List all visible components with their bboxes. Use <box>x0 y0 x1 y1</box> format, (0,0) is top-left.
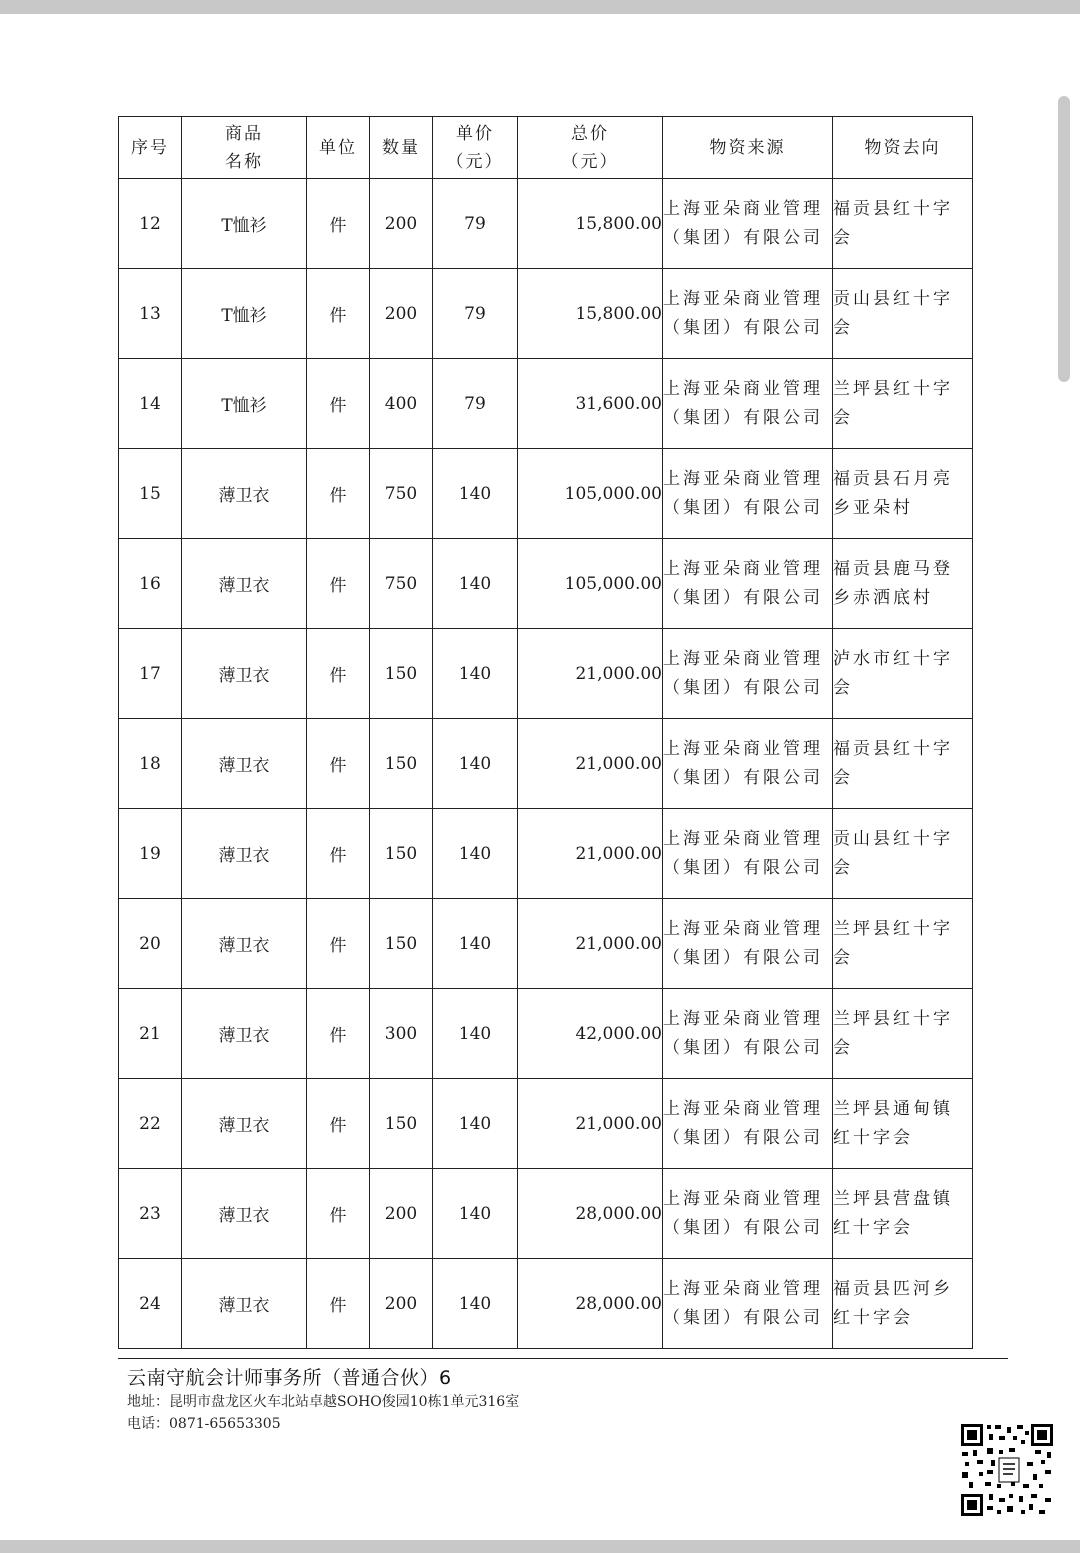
cell-total: 31,600.00 <box>518 359 663 449</box>
cell-total: 42,000.00 <box>518 989 663 1079</box>
table-row <box>119 629 973 719</box>
cell-destination: 兰坪县营盘镇红十字会 <box>833 1169 973 1259</box>
table-row <box>119 809 973 899</box>
cell-name: 薄卫衣 <box>182 809 307 899</box>
cell-no: 24 <box>119 1259 182 1349</box>
cell-total: 21,000.00 <box>518 719 663 809</box>
cell-source: 上海亚朵商业管理（集团）有限公司 <box>663 719 833 809</box>
cell-name: 薄卫衣 <box>182 719 307 809</box>
table-row <box>119 269 973 359</box>
cell-qty: 150 <box>370 1079 433 1169</box>
cell-source: 上海亚朵商业管理（集团）有限公司 <box>663 359 833 449</box>
cell-price: 140 <box>433 809 518 899</box>
cell-price: 140 <box>433 1079 518 1169</box>
table-row <box>119 989 973 1079</box>
cell-destination: 福贡县匹河乡红十字会 <box>833 1259 973 1349</box>
goods-table <box>118 116 973 1349</box>
cell-price: 140 <box>433 899 518 989</box>
cell-no: 23 <box>119 1169 182 1259</box>
cell-price: 140 <box>433 719 518 809</box>
cell-unit: 件 <box>307 539 370 629</box>
cell-unit: 件 <box>307 989 370 1079</box>
cell-name: 薄卫衣 <box>182 539 307 629</box>
cell-source: 上海亚朵商业管理（集团）有限公司 <box>663 629 833 719</box>
cell-name: T恤衫 <box>182 179 307 269</box>
cell-destination: 兰坪县通甸镇红十字会 <box>833 1079 973 1169</box>
cell-source: 上海亚朵商业管理（集团）有限公司 <box>663 1169 833 1259</box>
cell-price: 140 <box>433 539 518 629</box>
cell-source: 上海亚朵商业管理（集团）有限公司 <box>663 539 833 629</box>
cell-price: 140 <box>433 1169 518 1259</box>
cell-unit: 件 <box>307 719 370 809</box>
cell-total: 105,000.00 <box>518 539 663 629</box>
table-row <box>119 1259 973 1349</box>
cell-name: 薄卫衣 <box>182 899 307 989</box>
cell-unit: 件 <box>307 1259 370 1349</box>
scrollbar-thumb[interactable] <box>1058 96 1070 382</box>
cell-total: 21,000.00 <box>518 629 663 719</box>
table-row <box>119 1169 973 1259</box>
cell-source: 上海亚朵商业管理（集团）有限公司 <box>663 809 833 899</box>
cell-source: 上海亚朵商业管理（集团）有限公司 <box>663 1259 833 1349</box>
cell-name: 薄卫衣 <box>182 1079 307 1169</box>
cell-price: 140 <box>433 989 518 1079</box>
cell-price: 140 <box>433 1259 518 1349</box>
header-total: 总价 （元） <box>518 117 663 179</box>
cell-destination: 泸水市红十字会 <box>833 629 973 719</box>
cell-total: 15,800.00 <box>518 269 663 359</box>
cell-price: 79 <box>433 359 518 449</box>
table-row <box>119 719 973 809</box>
cell-no: 16 <box>119 539 182 629</box>
cell-no: 17 <box>119 629 182 719</box>
cell-price: 79 <box>433 269 518 359</box>
cell-destination: 福贡县石月亮乡亚朵村 <box>833 449 973 539</box>
header-qty: 数量 <box>370 117 433 179</box>
cell-name: 薄卫衣 <box>182 449 307 539</box>
cell-no: 22 <box>119 1079 182 1169</box>
cell-qty: 200 <box>370 1259 433 1349</box>
header-name: 商品 名称 <box>182 117 307 179</box>
cell-unit: 件 <box>307 269 370 359</box>
cell-no: 19 <box>119 809 182 899</box>
cell-name: 薄卫衣 <box>182 989 307 1079</box>
cell-qty: 300 <box>370 989 433 1079</box>
cell-destination: 兰坪县红十字会 <box>833 359 973 449</box>
cell-source: 上海亚朵商业管理（集团）有限公司 <box>663 179 833 269</box>
cell-qty: 150 <box>370 629 433 719</box>
cell-no: 13 <box>119 269 182 359</box>
cell-qty: 200 <box>370 1169 433 1259</box>
cell-source: 上海亚朵商业管理（集团）有限公司 <box>663 899 833 989</box>
table-header-row <box>119 117 973 179</box>
firm-phone: 电话：0871-65653305 <box>127 1416 281 1432</box>
cell-qty: 150 <box>370 719 433 809</box>
cell-qty: 150 <box>370 899 433 989</box>
cell-source: 上海亚朵商业管理（集团）有限公司 <box>663 449 833 539</box>
cell-total: 21,000.00 <box>518 809 663 899</box>
cell-total: 28,000.00 <box>518 1169 663 1259</box>
table-row <box>119 539 973 629</box>
header-no: 序号 <box>119 117 182 179</box>
cell-destination: 贡山县红十字会 <box>833 809 973 899</box>
cell-qty: 750 <box>370 539 433 629</box>
cell-unit: 件 <box>307 809 370 899</box>
cell-price: 140 <box>433 629 518 719</box>
table-row <box>119 449 973 539</box>
viewer-top-bar <box>0 0 1080 14</box>
cell-source: 上海亚朵商业管理（集团）有限公司 <box>663 1079 833 1169</box>
header-destination: 物资去向 <box>833 117 973 179</box>
header-price: 单价 （元） <box>433 117 518 179</box>
header-unit: 单位 <box>307 117 370 179</box>
cell-destination: 兰坪县红十字会 <box>833 989 973 1079</box>
cell-unit: 件 <box>307 629 370 719</box>
cell-no: 12 <box>119 179 182 269</box>
cell-no: 15 <box>119 449 182 539</box>
cell-name: T恤衫 <box>182 269 307 359</box>
cell-name: T恤衫 <box>182 359 307 449</box>
cell-qty: 150 <box>370 809 433 899</box>
table-row <box>119 359 973 449</box>
table-row <box>119 899 973 989</box>
cell-qty: 200 <box>370 179 433 269</box>
firm-name: 云南守航会计师事务所（普通合伙）6 <box>127 1367 452 1389</box>
cell-total: 15,800.00 <box>518 179 663 269</box>
cell-unit: 件 <box>307 359 370 449</box>
cell-unit: 件 <box>307 1169 370 1259</box>
cell-qty: 400 <box>370 359 433 449</box>
header-source: 物资来源 <box>663 117 833 179</box>
cell-price: 79 <box>433 179 518 269</box>
cell-no: 21 <box>119 989 182 1079</box>
cell-unit: 件 <box>307 1079 370 1169</box>
firm-address: 地址：昆明市盘龙区火车北站卓越SOHO俊园10栋1单元316室 <box>127 1394 520 1410</box>
cell-no: 18 <box>119 719 182 809</box>
cell-destination: 兰坪县红十字会 <box>833 899 973 989</box>
cell-total: 21,000.00 <box>518 1079 663 1169</box>
cell-destination: 福贡县红十字会 <box>833 179 973 269</box>
cell-qty: 200 <box>370 269 433 359</box>
cell-unit: 件 <box>307 179 370 269</box>
cell-unit: 件 <box>307 449 370 539</box>
cell-total: 105,000.00 <box>518 449 663 539</box>
table-row <box>119 1079 973 1169</box>
cell-source: 上海亚朵商业管理（集团）有限公司 <box>663 989 833 1079</box>
cell-price: 140 <box>433 449 518 539</box>
cell-no: 20 <box>119 899 182 989</box>
cell-destination: 福贡县红十字会 <box>833 719 973 809</box>
cell-qty: 750 <box>370 449 433 539</box>
cell-source: 上海亚朵商业管理（集团）有限公司 <box>663 269 833 359</box>
table-row <box>119 179 973 269</box>
cell-destination: 贡山县红十字会 <box>833 269 973 359</box>
viewer-bottom-bar <box>0 1540 1080 1553</box>
footer-divider <box>118 1358 1008 1359</box>
cell-name: 薄卫衣 <box>182 629 307 719</box>
cell-no: 14 <box>119 359 182 449</box>
cell-total: 21,000.00 <box>518 899 663 989</box>
cell-destination: 福贡县鹿马登乡赤洒底村 <box>833 539 973 629</box>
cell-name: 薄卫衣 <box>182 1259 307 1349</box>
qr-code-icon[interactable] <box>959 1422 1055 1518</box>
cell-unit: 件 <box>307 899 370 989</box>
cell-name: 薄卫衣 <box>182 1169 307 1259</box>
cell-total: 28,000.00 <box>518 1259 663 1349</box>
